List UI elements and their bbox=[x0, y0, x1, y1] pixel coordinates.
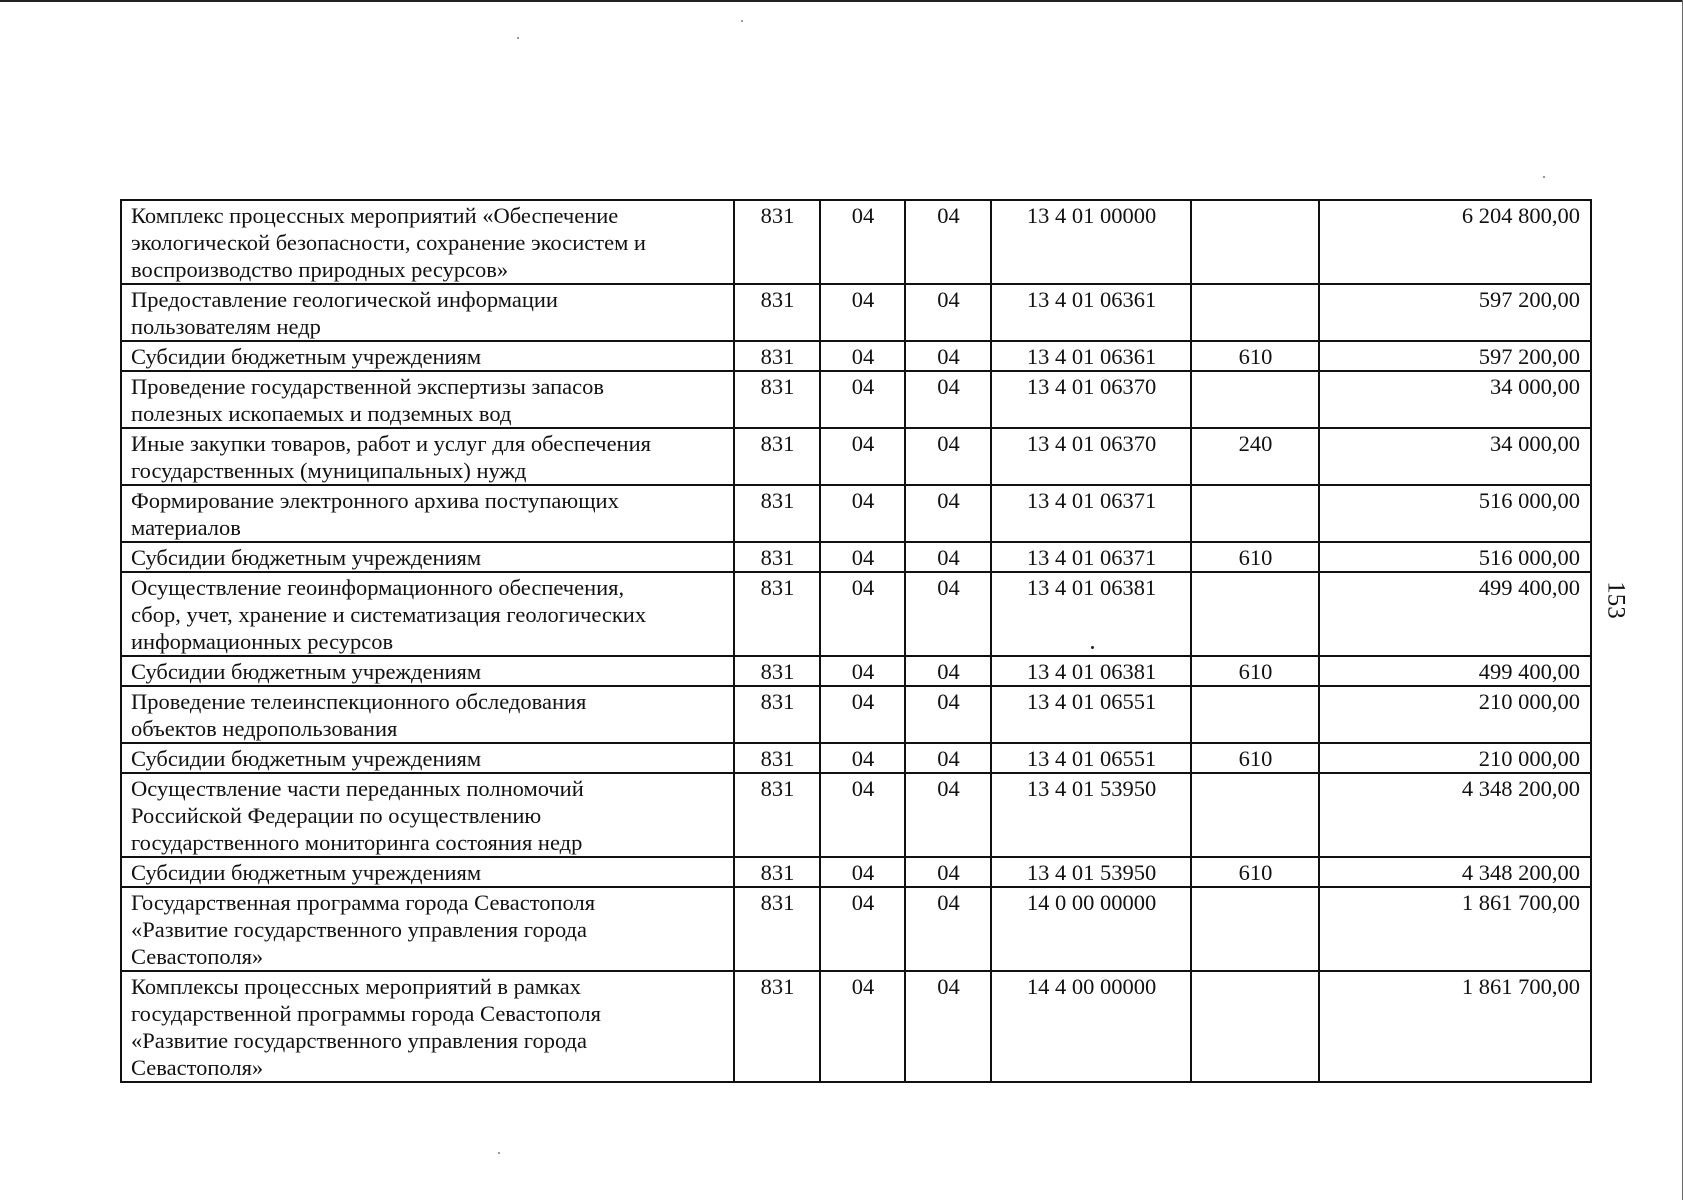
admin-code-cell: 831 bbox=[734, 485, 820, 542]
row-name-cell: Осуществление геоинформационного обеспечения, сбор, учет, хранение и систематизация геологических информационных ресурсов bbox=[121, 572, 734, 656]
admin-code-cell: 831 bbox=[734, 887, 820, 971]
amount-cell: 6 204 800,00 bbox=[1319, 200, 1591, 284]
row-name-cell: Предоставление геологической информации пользователям недр bbox=[121, 284, 734, 341]
expense-type-cell bbox=[1191, 686, 1319, 743]
amount-cell: 597 200,00 bbox=[1319, 341, 1591, 371]
target-article-cell: 14 4 00 00000 bbox=[991, 971, 1191, 1082]
target-article-cell: 13 4 01 53950 bbox=[991, 773, 1191, 857]
amount-cell: 516 000,00 bbox=[1319, 485, 1591, 542]
table-row bbox=[121, 572, 1591, 656]
expense-type-cell: 240 bbox=[1191, 428, 1319, 485]
amount-cell: 499 400,00 bbox=[1319, 656, 1591, 686]
expense-type-cell: 610 bbox=[1191, 656, 1319, 686]
row-name-cell: Комплекс процессных мероприятий «Обеспечение экологической безопасности, сохранение экосистем и воспроизводство природных ресурсов» bbox=[121, 200, 734, 284]
table-row bbox=[121, 656, 1591, 686]
row-name-cell: Комплексы процессных мероприятий в рамках государственной программы города Севастополя «Развитие государственного управления города Севастополя» bbox=[121, 971, 734, 1082]
row-name-cell: Субсидии бюджетным учреждениям bbox=[121, 656, 734, 686]
target-article-cell: 13 4 01 06361 bbox=[991, 341, 1191, 371]
section-code-cell: 04 bbox=[820, 656, 905, 686]
expense-type-cell bbox=[1191, 887, 1319, 971]
target-article-cell: 13 4 01 06551 bbox=[991, 743, 1191, 773]
subsection-code-cell: 04 bbox=[905, 200, 991, 284]
table-row bbox=[121, 887, 1591, 971]
amount-cell: 34 000,00 bbox=[1319, 428, 1591, 485]
budget-table bbox=[120, 199, 1592, 1083]
table-row bbox=[121, 200, 1591, 284]
target-article-cell: 14 0 00 00000 bbox=[991, 887, 1191, 971]
section-code-cell: 04 bbox=[820, 971, 905, 1082]
subsection-code-cell: 04 bbox=[905, 284, 991, 341]
expense-type-cell bbox=[1191, 971, 1319, 1082]
section-code-cell: 04 bbox=[820, 542, 905, 572]
scan-speck bbox=[498, 1152, 500, 1154]
amount-cell: 1 861 700,00 bbox=[1319, 971, 1591, 1082]
section-code-cell: 04 bbox=[820, 200, 905, 284]
expense-type-cell bbox=[1191, 284, 1319, 341]
expense-type-cell bbox=[1191, 773, 1319, 857]
amount-cell: 34 000,00 bbox=[1319, 371, 1591, 428]
section-code-cell: 04 bbox=[820, 887, 905, 971]
table-row bbox=[121, 371, 1591, 428]
admin-code-cell: 831 bbox=[734, 284, 820, 341]
amount-cell: 1 861 700,00 bbox=[1319, 887, 1591, 971]
table-row bbox=[121, 542, 1591, 572]
subsection-code-cell: 04 bbox=[905, 656, 991, 686]
admin-code-cell: 831 bbox=[734, 428, 820, 485]
admin-code-cell: 831 bbox=[734, 542, 820, 572]
subsection-code-cell: 04 bbox=[905, 485, 991, 542]
section-code-cell: 04 bbox=[820, 341, 905, 371]
row-name-cell: Проведение государственной экспертизы запасов полезных ископаемых и подземных вод bbox=[121, 371, 734, 428]
subsection-code-cell: 04 bbox=[905, 743, 991, 773]
target-article-cell: 13 4 01 06551 bbox=[991, 686, 1191, 743]
row-name-cell: Проведение телеинспекционного обследования объектов недропользования bbox=[121, 686, 734, 743]
table-row bbox=[121, 743, 1591, 773]
scan-speck bbox=[1091, 646, 1094, 649]
admin-code-cell: 831 bbox=[734, 341, 820, 371]
expense-type-cell bbox=[1191, 572, 1319, 656]
target-article-cell: 13 4 01 06381 bbox=[991, 572, 1191, 656]
subsection-code-cell: 04 bbox=[905, 686, 991, 743]
section-code-cell: 04 bbox=[820, 743, 905, 773]
amount-cell: 516 000,00 bbox=[1319, 542, 1591, 572]
table-row bbox=[121, 284, 1591, 341]
admin-code-cell: 831 bbox=[734, 200, 820, 284]
amount-cell: 597 200,00 bbox=[1319, 284, 1591, 341]
section-code-cell: 04 bbox=[820, 572, 905, 656]
admin-code-cell: 831 bbox=[734, 857, 820, 887]
scan-speck bbox=[741, 20, 743, 22]
admin-code-cell: 831 bbox=[734, 371, 820, 428]
table-row bbox=[121, 485, 1591, 542]
subsection-code-cell: 04 bbox=[905, 773, 991, 857]
scan-speck bbox=[517, 37, 519, 39]
amount-cell: 210 000,00 bbox=[1319, 743, 1591, 773]
subsection-code-cell: 04 bbox=[905, 857, 991, 887]
table-row bbox=[121, 971, 1591, 1082]
expense-type-cell bbox=[1191, 371, 1319, 428]
subsection-code-cell: 04 bbox=[905, 371, 991, 428]
row-name-cell: Осуществление части переданных полномочий Российской Федерации по осуществлению государственного мониторинга состояния недр bbox=[121, 773, 734, 857]
expense-type-cell bbox=[1191, 200, 1319, 284]
amount-cell: 210 000,00 bbox=[1319, 686, 1591, 743]
subsection-code-cell: 04 bbox=[905, 542, 991, 572]
subsection-code-cell: 04 bbox=[905, 971, 991, 1082]
subsection-code-cell: 04 bbox=[905, 572, 991, 656]
section-code-cell: 04 bbox=[820, 284, 905, 341]
row-name-cell: Иные закупки товаров, работ и услуг для обеспечения государственных (муниципальных) нужд bbox=[121, 428, 734, 485]
amount-cell: 4 348 200,00 bbox=[1319, 857, 1591, 887]
expense-type-cell: 610 bbox=[1191, 857, 1319, 887]
subsection-code-cell: 04 bbox=[905, 341, 991, 371]
section-code-cell: 04 bbox=[820, 371, 905, 428]
scan-border-top bbox=[0, 0, 1683, 2]
admin-code-cell: 831 bbox=[734, 686, 820, 743]
page-number: 153 bbox=[1602, 581, 1630, 619]
section-code-cell: 04 bbox=[820, 428, 905, 485]
subsection-code-cell: 04 bbox=[905, 887, 991, 971]
admin-code-cell: 831 bbox=[734, 572, 820, 656]
section-code-cell: 04 bbox=[820, 686, 905, 743]
budget-table-body bbox=[121, 200, 1591, 1082]
amount-cell: 499 400,00 bbox=[1319, 572, 1591, 656]
row-name-cell: Формирование электронного архива поступающих материалов bbox=[121, 485, 734, 542]
admin-code-cell: 831 bbox=[734, 743, 820, 773]
admin-code-cell: 831 bbox=[734, 656, 820, 686]
target-article-cell: 13 4 01 06361 bbox=[991, 284, 1191, 341]
admin-code-cell: 831 bbox=[734, 773, 820, 857]
row-name-cell: Субсидии бюджетным учреждениям bbox=[121, 857, 734, 887]
expense-type-cell: 610 bbox=[1191, 743, 1319, 773]
amount-cell: 4 348 200,00 bbox=[1319, 773, 1591, 857]
row-name-cell: Субсидии бюджетным учреждениям bbox=[121, 341, 734, 371]
expense-type-cell bbox=[1191, 485, 1319, 542]
row-name-cell: Государственная программа города Севастополя «Развитие государственного управления города Севастополя» bbox=[121, 887, 734, 971]
row-name-cell: Субсидии бюджетным учреждениям bbox=[121, 743, 734, 773]
expense-type-cell: 610 bbox=[1191, 341, 1319, 371]
scan-speck bbox=[1543, 176, 1545, 178]
subsection-code-cell: 04 bbox=[905, 428, 991, 485]
section-code-cell: 04 bbox=[820, 773, 905, 857]
row-name-cell: Субсидии бюджетным учреждениям bbox=[121, 542, 734, 572]
target-article-cell: 13 4 01 06370 bbox=[991, 371, 1191, 428]
admin-code-cell: 831 bbox=[734, 971, 820, 1082]
target-article-cell: 13 4 01 53950 bbox=[991, 857, 1191, 887]
table-row bbox=[121, 341, 1591, 371]
table-row bbox=[121, 773, 1591, 857]
table-row bbox=[121, 686, 1591, 743]
table-row bbox=[121, 428, 1591, 485]
table-row bbox=[121, 857, 1591, 887]
target-article-cell: 13 4 01 06370 bbox=[991, 428, 1191, 485]
target-article-cell: 13 4 01 06381 bbox=[991, 656, 1191, 686]
target-article-cell: 13 4 01 06371 bbox=[991, 485, 1191, 542]
section-code-cell: 04 bbox=[820, 485, 905, 542]
expense-type-cell: 610 bbox=[1191, 542, 1319, 572]
target-article-cell: 13 4 01 06371 bbox=[991, 542, 1191, 572]
section-code-cell: 04 bbox=[820, 857, 905, 887]
target-article-cell: 13 4 01 00000 bbox=[991, 200, 1191, 284]
